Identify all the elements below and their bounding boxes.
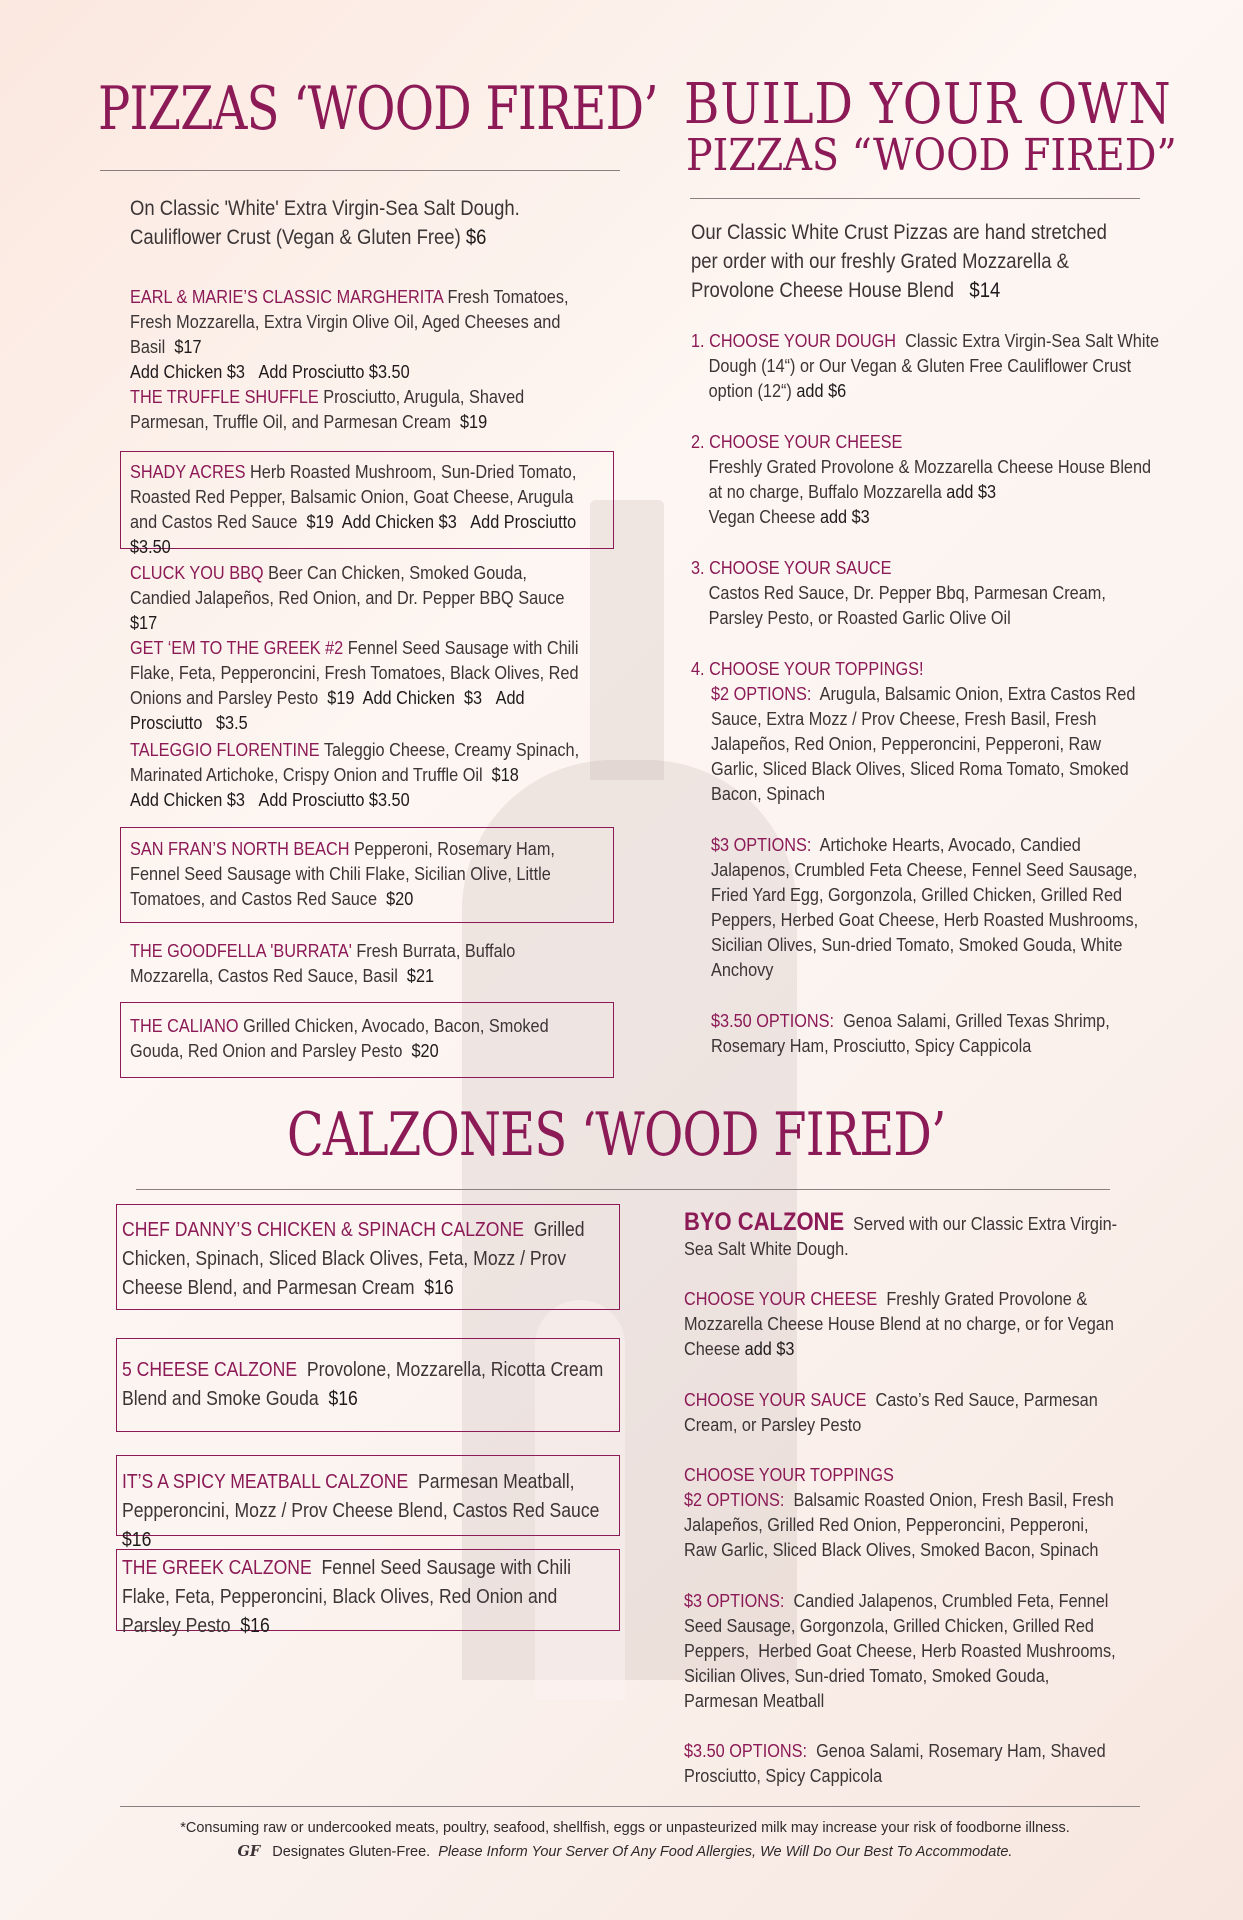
byo-pizza-intro-text: Our Classic White Crust Pizzas are hand stretched per order with our freshly Grated Mozzarella & Provolone Cheese House Blend [691, 221, 1107, 302]
calzone-name: THE GREEK CALZONE [122, 1557, 312, 1579]
pizza-name: THE CALIANO [130, 1015, 239, 1036]
step-number: 4. [691, 658, 705, 679]
pizza-price: $21 [406, 965, 435, 986]
step-desc2: Vegan Cheese [708, 506, 816, 527]
option-label: $2 OPTIONS: [711, 683, 812, 704]
intro-price: $6 [465, 226, 487, 249]
calzone-price: $16 [424, 1277, 454, 1299]
pizza-item [130, 560, 592, 635]
pizza-item [130, 384, 592, 434]
pizza-name: EARL & MARIE’S CLASSIC MARGHERITA [130, 286, 444, 307]
step-extra: add $3 [946, 481, 997, 502]
pizza-item [130, 1013, 592, 1063]
pizza-desc: Taleggio Cheese, Creamy Spinach, Marinated Artichoke, Crispy Onion and Truffle Oil [130, 739, 580, 785]
pizzas-rule [100, 170, 620, 171]
calzones-rule [136, 1189, 1110, 1190]
byo-step-dough [691, 328, 1159, 403]
pizza-item [130, 938, 592, 988]
step-number: 2. [691, 431, 705, 452]
gf-mark: GF [237, 1843, 261, 1860]
calzone-name: CHEF DANNY’S CHICKEN & SPINACH CALZONE [122, 1219, 524, 1241]
pizza-extras: Add Chicken $3 Add Prosciutto $3.50 [130, 511, 577, 557]
pizza-extras: Add Chicken $3 Add Prosciutto $3.50 [130, 361, 410, 382]
pizza-price: $20 [386, 888, 414, 909]
calzone-item [122, 1356, 610, 1414]
step-desc: Classic Extra Virgin-Sea Salt White Dough (14“) or Our Vegan & Gluten Free Cauliflower Crust option (12“) [708, 330, 1160, 401]
pizza-desc: Fennel Seed Sausage with Chili Flake, Feta, Pepperoncini, Fresh Tomatoes, Black Olives, Red Onions and Parsley Pesto [130, 637, 579, 708]
byo-step-sauce [691, 555, 1159, 630]
byo-calzone-sauce-desc: Casto’s Red Sauce, Parmesan Cream, or Parsley Pesto [684, 1389, 1098, 1435]
pizza-name: CLUCK YOU BBQ [130, 562, 264, 583]
step-name: CHOOSE YOUR CHEESE [709, 431, 903, 452]
pizza-name: GET ‘EM TO THE GREEK #2 [130, 637, 344, 658]
calzone-desc: Grilled Chicken, Spinach, Sliced Black Olives, Feta, Mozz / Prov Cheese Blend, and Parmesan Cream [122, 1219, 585, 1299]
byo-pizza-title-line1: BUILD YOUR OWN [684, 72, 1172, 137]
byo-calzone-sauce-name: CHOOSE YOUR SAUCE [684, 1389, 867, 1410]
pizza-name: SHADY ACRES [130, 461, 246, 482]
option-label: $3 OPTIONS: [684, 1590, 785, 1611]
calzones-title: CALZONES ‘WOOD FIRED’ [287, 1100, 946, 1170]
pizza-item [130, 836, 592, 911]
pizza-item [130, 635, 592, 735]
option-desc: Genoa Salami, Rosemary Ham, Shaved Prosciutto, Spicy Cappicola [684, 1740, 1106, 1786]
calzone-price: $16 [122, 1529, 152, 1551]
option-desc: Balsamic Roasted Onion, Fresh Basil, Fresh Jalapeños, Grilled Red Onion, Pepperoncini, Pepperoni, Raw Garlic, Sliced Black Olives, Smoked Bacon, Spinach [684, 1489, 1114, 1560]
byo-step-toppings [691, 656, 1159, 681]
byo-calzone-title: BYO CALZONE [684, 1208, 845, 1236]
pizza-item [130, 737, 592, 812]
option-desc: Artichoke Hearts, Avocado, Candied Jalapenos, Crumbled Feta Cheese, Fennel Seed Sausage, Fried Yard Egg, Gorgonzola, Grilled Chicken, Grilled Red Peppers, Herbed Goat Cheese, Herb Roasted Mushrooms, Sicilian Olives, Sun-dried Tomato, Smoked Gouda, White Anchovy [711, 834, 1139, 980]
byo-calzone-intro-text: Served with our Classic Extra Virgin-Sea Salt White Dough. [684, 1213, 1118, 1259]
step-desc: Freshly Grated Provolone & Mozzarella Cheese House Blend at no charge, Buffalo Mozzarella [708, 456, 1152, 502]
byo-calzone-toppings [684, 1462, 1124, 1562]
step-extra2: add $3 [819, 506, 870, 527]
pizza-name: SAN FRAN’S NORTH BEACH [130, 838, 350, 859]
step-name: CHOOSE YOUR DOUGH [709, 330, 897, 351]
pizza-desc: Grilled Chicken, Avocado, Bacon, Smoked Gouda, Red Onion and Parsley Pesto [130, 1015, 549, 1061]
option-label: $3.50 OPTIONS: [684, 1740, 808, 1761]
byo-option-350 [711, 1008, 1142, 1058]
option-desc: Arugula, Balsamic Onion, Extra Castos Red Sauce, Extra Mozz / Prov Cheese, Fresh Basil, Fresh Jalapeños, Red Onion, Pepperoncini, Pepperoni, Raw Garlic, Sliced Black Olives, Sliced Roma Tomato, Smoked Bacon, Spinach [711, 683, 1136, 804]
option-desc: Candied Jalapenos, Crumbled Feta, Fennel Seed Sausage, Gorgonzola, Grilled Chicken, Grilled Red Peppers, Herbed Goat Cheese, Herb Roasted Mushrooms, Sicilian Olives, Sun-dried Tomato, Smoked Gouda, Parmesan Meatball [684, 1590, 1116, 1711]
calzone-name: 5 CHEESE CALZONE [122, 1359, 298, 1381]
pizza-price: $20 [411, 1040, 439, 1061]
byo-pizza-price: $14 [969, 279, 1001, 302]
calzone-desc: Provolone, Mozzarella, Ricotta Cream Blend and Smoke Gouda [122, 1359, 604, 1410]
pizza-desc: Beer Can Chicken, Smoked Gouda, Candied Jalapeños, Red Onion, and Dr. Pepper BBQ Sauce [130, 562, 565, 608]
option-label: $2 OPTIONS: [684, 1489, 785, 1510]
byo-option-2 [711, 681, 1142, 806]
pizza-extras: Add Chicken $3 Add Prosciutto $3.5 [130, 687, 525, 733]
footer-rule [120, 1806, 1140, 1807]
calzone-price: $16 [240, 1615, 270, 1637]
byo-calzone-option-350 [684, 1738, 1124, 1788]
pizza-price: $19 [459, 411, 488, 432]
byo-calzone-toppings-name: CHOOSE YOUR TOPPINGS [684, 1464, 894, 1485]
calzone-item [122, 1216, 610, 1303]
pizza-item [130, 459, 592, 559]
pizza-name: THE GOODFELLA 'BURRATA' [130, 940, 352, 961]
calzone-item [122, 1468, 610, 1555]
pizza-price: $17 [130, 612, 158, 633]
allergy-text: Please Inform Your Server Of Any Food Allergies, We Will Do Our Best To Accommodate. [438, 1844, 1013, 1860]
step-number: 1. [691, 330, 705, 351]
calzone-desc: Fennel Seed Sausage with Chili Flake, Feta, Pepperoncini, Black Olives, Red Onion and Parsley Pesto [122, 1557, 572, 1637]
option-label: $3.50 OPTIONS: [711, 1010, 835, 1031]
step-extra: add $6 [796, 380, 847, 401]
byo-calzone-sauce [684, 1387, 1124, 1437]
pizza-price: $19 [327, 687, 355, 708]
pizza-price: $18 [491, 764, 519, 785]
pizza-desc: Fresh Tomatoes, Fresh Mozzarella, Extra Virgin Olive Oil, Aged Cheeses and Basil [130, 286, 569, 357]
pizzas-intro [130, 194, 605, 252]
byo-step-cheese [691, 429, 1159, 529]
byo-calzone-cheese-desc: Freshly Grated Provolone & Mozzarella Cheese House Blend at no charge, or for Vegan Cheese [684, 1288, 1114, 1359]
pizza-desc: Fresh Burrata, Buffalo Mozzarella, Castos Red Sauce, Basil [130, 940, 516, 986]
byo-option-3 [711, 832, 1142, 982]
calzone-desc: Parmesan Meatball, Pepperoncini, Mozz / Prov Cheese Blend, Castos Red Sauce [122, 1471, 600, 1522]
option-label: $3 OPTIONS: [711, 834, 812, 855]
intro-line1: On Classic 'White' Extra Virgin-Sea Salt Dough. [130, 197, 520, 220]
step-desc: Castos Red Sauce, Dr. Pepper Bbq, Parmesan Cream, Parsley Pesto, or Roasted Garlic Olive Oil [708, 582, 1106, 628]
calzone-name: IT’S A SPICY MEATBALL CALZONE [122, 1471, 409, 1493]
calzone-price: $16 [328, 1388, 358, 1410]
byo-pizza-title-line2: PIZZAS “WOOD FIRED” [686, 130, 1177, 181]
gf-text: Designates Gluten-Free. [272, 1844, 431, 1860]
byo-calzone-cheese [684, 1286, 1124, 1361]
intro-line2: Cauliflower Crust (Vegan & Gluten Free) [130, 226, 461, 249]
pizza-desc: Herb Roasted Mushroom, Sun-Dried Tomato, Roasted Red Pepper, Balsamic Onion, Goat Cheese, Arugula and Castos Red Sauce [130, 461, 577, 532]
step-name: CHOOSE YOUR TOPPINGS! [709, 658, 924, 679]
footer-warning: *Consuming raw or undercooked meats, poultry, seafood, shellfish, eggs or unpasteurized milk may increase your risk of foodborne illness. [180, 1820, 1070, 1836]
byo-calzone-intro [684, 1210, 1124, 1261]
step-name: CHOOSE YOUR SAUCE [709, 557, 892, 578]
byo-calzone-cheese-name: CHOOSE YOUR CHEESE [684, 1288, 878, 1309]
pizza-desc: Pepperoni, Rosemary Ham, Fennel Seed Sausage with Chili Flake, Sicilian Olive, Little Tomatoes, and Castos Red Sauce [130, 838, 555, 909]
pizza-name: THE TRUFFLE SHUFFLE [130, 386, 319, 407]
byo-pizza-intro [691, 218, 1131, 305]
pizza-price: $19 [306, 511, 334, 532]
pizza-item [130, 284, 592, 384]
step-number: 3. [691, 557, 705, 578]
pizza-name: TALEGGIO FLORENTINE [130, 739, 320, 760]
pizza-extras: Add Chicken $3 Add Prosciutto $3.50 [130, 789, 410, 810]
pizza-price: $17 [174, 336, 202, 357]
pizzas-title: PIZZAS ‘WOOD FIRED’ [98, 74, 658, 144]
calzone-item [122, 1554, 610, 1641]
byo-pizza-rule [690, 198, 1140, 199]
byo-calzone-cheese-extra: add $3 [744, 1338, 795, 1359]
footer-gf-note [130, 1843, 1120, 1860]
pizza-desc: Prosciutto, Arugula, Shaved Parmesan, Truffle Oil, and Parmesan Cream [130, 386, 525, 432]
option-desc: Genoa Salami, Grilled Texas Shrimp, Rosemary Ham, Prosciutto, Spicy Cappicola [711, 1010, 1110, 1056]
byo-calzone-option-3 [684, 1588, 1124, 1713]
